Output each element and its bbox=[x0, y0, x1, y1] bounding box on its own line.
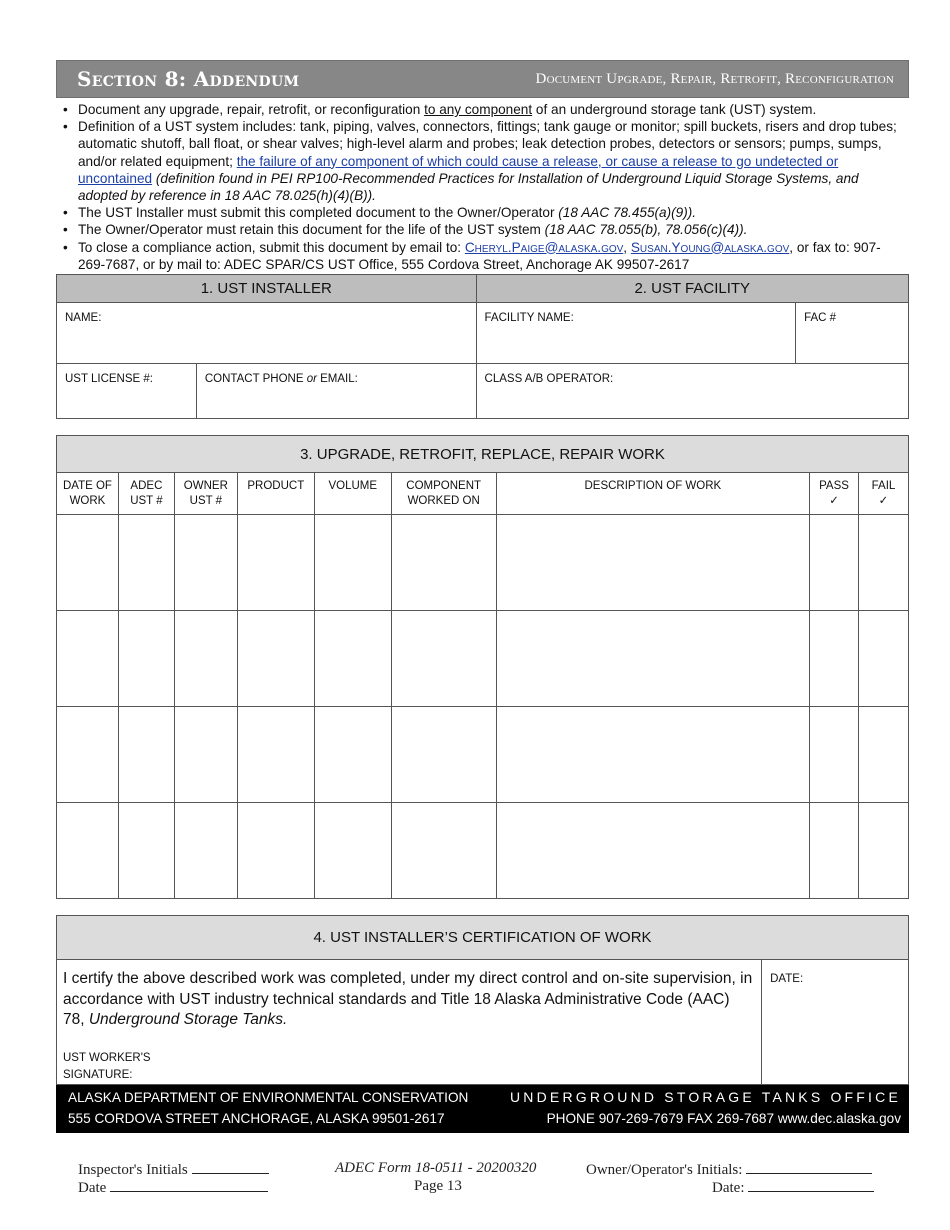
fac-number-field[interactable]: FAC # bbox=[796, 303, 909, 364]
col-date-of-work: DATE OF WORK bbox=[57, 473, 119, 515]
table-cell[interactable] bbox=[496, 611, 809, 707]
col-pass: PASS ✓ bbox=[810, 473, 859, 515]
checkmark-icon: ✓ bbox=[878, 495, 889, 508]
table-cell[interactable] bbox=[237, 515, 314, 611]
table-cell[interactable] bbox=[118, 707, 174, 803]
table-cell[interactable] bbox=[496, 707, 809, 803]
page-number: Page 13 bbox=[414, 1178, 462, 1194]
table-cell[interactable] bbox=[858, 707, 908, 803]
inspector-initials-field[interactable]: Inspector's Initials bbox=[78, 1160, 269, 1179]
section-title: Section 8: Addendum bbox=[77, 67, 300, 91]
table-cell[interactable] bbox=[314, 707, 391, 803]
table-cell[interactable] bbox=[237, 611, 314, 707]
agency-banner bbox=[56, 1085, 909, 1133]
certification-date-field[interactable]: DATE: bbox=[762, 960, 909, 1085]
col-component: COMPONENT WORKED ON bbox=[391, 473, 496, 515]
col-description: DESCRIPTION OF WORK bbox=[496, 473, 809, 515]
table-row bbox=[57, 611, 909, 707]
table-cell[interactable] bbox=[496, 803, 809, 899]
table-cell[interactable] bbox=[858, 803, 908, 899]
work-table bbox=[56, 435, 909, 899]
col-owner-ust: OWNER UST # bbox=[174, 473, 237, 515]
email-link-paige[interactable]: Cheryl.Paige@alaska.gov bbox=[464, 239, 624, 255]
col-volume: VOLUME bbox=[314, 473, 391, 515]
operator-field[interactable]: CLASS A/B OPERATOR: bbox=[476, 364, 908, 419]
table-cell[interactable] bbox=[391, 611, 496, 707]
table-cell[interactable] bbox=[118, 515, 174, 611]
instruction-item: • The Owner/Operator must retain this document for the life of the UST system (18 AAC 78.055(b), 78.056(c)(4)). bbox=[60, 221, 905, 238]
table-cell[interactable] bbox=[496, 515, 809, 611]
table-row bbox=[57, 515, 909, 611]
table-cell[interactable] bbox=[810, 707, 859, 803]
table-cell[interactable] bbox=[391, 707, 496, 803]
col-adec-ust: ADEC UST # bbox=[118, 473, 174, 515]
office-contact: PHONE 907-269-7679 FAX 269-7687 www.dec.alaska.gov bbox=[546, 1111, 901, 1127]
table-cell[interactable] bbox=[174, 611, 237, 707]
table-cell[interactable] bbox=[57, 515, 119, 611]
table-cell[interactable] bbox=[174, 707, 237, 803]
certification-statement: I certify the above described work was completed, under my direct control and on-site supervision, in accordance with UST industry technical standards and Title 18 Alaska Administrative Code (AAC) 78, Underground Storage Tanks. UST WORKER'S SIGNATURE: bbox=[57, 960, 762, 1085]
instruction-item: • Definition of a UST system includes: tank, piping, valves, connectors, fittings; tank gauge or monitor; spill buckets, risers and drop tubes; automatic shutoff, ball float, or shear valves; high-level alarm and probes; leak detection probes, detectors or sensors; pumps, sumps, and/or related equipment; the failure of any component of which could cause a release, or cause a release to go undetected or uncontained (definition found in PEI RP100-Recommended Practices for Installation of Underground Liquid Storage Systems, and adopted by reference in 18 AAC 78.025(h)(4)(B)). bbox=[60, 118, 905, 204]
table-cell[interactable] bbox=[174, 515, 237, 611]
table-cell[interactable] bbox=[57, 707, 119, 803]
installer-facility-table bbox=[56, 274, 909, 419]
worker-signature-field[interactable]: UST WORKER'S SIGNATURE: bbox=[63, 1052, 151, 1081]
table-cell[interactable] bbox=[391, 515, 496, 611]
contact-field[interactable]: CONTACT PHONE or EMAIL: bbox=[196, 364, 476, 419]
table-cell[interactable] bbox=[314, 803, 391, 899]
checkmark-icon: ✓ bbox=[829, 495, 839, 508]
owner-initials-field[interactable]: Owner/Operator's Initials: bbox=[586, 1160, 872, 1179]
form-number: ADEC Form 18-0511 - 20200320 bbox=[335, 1160, 537, 1176]
inspector-date-field[interactable]: Date bbox=[78, 1178, 268, 1197]
agency-name: ALASKA DEPARTMENT OF ENVIRONMENTAL CONSERVATION bbox=[68, 1090, 469, 1106]
ust-license-field[interactable]: UST LICENSE #: bbox=[57, 364, 197, 419]
installer-header: 1. UST INSTALLER bbox=[57, 275, 477, 303]
table-cell[interactable] bbox=[118, 611, 174, 707]
section-subtitle: Document Upgrade, Repair, Retrofit, Reconfiguration bbox=[535, 70, 894, 87]
certification-table bbox=[56, 915, 909, 1085]
installer-name-field[interactable]: NAME: bbox=[57, 303, 477, 364]
owner-date-field[interactable]: Date: bbox=[712, 1178, 874, 1197]
email-link-young[interactable]: Susan.Young@alaska.gov bbox=[630, 239, 790, 255]
table-cell[interactable] bbox=[810, 803, 859, 899]
instruction-item: • To close a compliance action, submit this document by email to: Cheryl.Paige@alaska.gov, Susan.Young@alaska.gov, or fax to: 907-269-7687, or by mail to: ADEC SPAR/CS UST Office, 555 Cordova Street, Anchorage AK 99507-2617 bbox=[60, 239, 905, 273]
table-cell[interactable] bbox=[314, 515, 391, 611]
col-fail: FAIL ✓ bbox=[858, 473, 908, 515]
table-cell[interactable] bbox=[314, 611, 391, 707]
table-cell[interactable] bbox=[391, 803, 496, 899]
instruction-item: • Document any upgrade, repair, retrofit, or reconfiguration to any component of an underground storage tank (UST) system. bbox=[60, 101, 905, 118]
table-cell[interactable] bbox=[858, 611, 908, 707]
facility-header: 2. UST FACILITY bbox=[476, 275, 908, 303]
table-row bbox=[57, 707, 909, 803]
col-product: PRODUCT bbox=[237, 473, 314, 515]
section-header bbox=[56, 60, 909, 98]
table-cell[interactable] bbox=[57, 803, 119, 899]
release-definition-link[interactable]: the failure of any component of which could cause a release, or cause a release to go undetected or uncontained bbox=[78, 153, 839, 186]
certification-header: 4. UST INSTALLER’S CERTIFICATION OF WORK bbox=[57, 916, 909, 960]
form-page bbox=[56, 60, 909, 1133]
table-cell[interactable] bbox=[57, 611, 119, 707]
facility-name-field[interactable]: FACILITY NAME: bbox=[476, 303, 796, 364]
table-cell[interactable] bbox=[810, 611, 859, 707]
table-cell[interactable] bbox=[237, 707, 314, 803]
instruction-item: • The UST Installer must submit this completed document to the Owner/Operator (18 AAC 78.455(a)(9)). bbox=[60, 204, 905, 221]
table-cell[interactable] bbox=[174, 803, 237, 899]
office-name: UNDERGROUND STORAGE TANKS OFFICE bbox=[510, 1089, 901, 1106]
table-cell[interactable] bbox=[118, 803, 174, 899]
work-header: 3. UPGRADE, RETROFIT, REPLACE, REPAIR WORK bbox=[57, 436, 909, 473]
table-cell[interactable] bbox=[858, 515, 908, 611]
instructions-list bbox=[56, 98, 909, 273]
table-row bbox=[57, 803, 909, 899]
table-cell[interactable] bbox=[237, 803, 314, 899]
table-cell[interactable] bbox=[810, 515, 859, 611]
agency-address: 555 CORDOVA STREET ANCHORAGE, ALASKA 99501-2617 bbox=[68, 1111, 445, 1127]
